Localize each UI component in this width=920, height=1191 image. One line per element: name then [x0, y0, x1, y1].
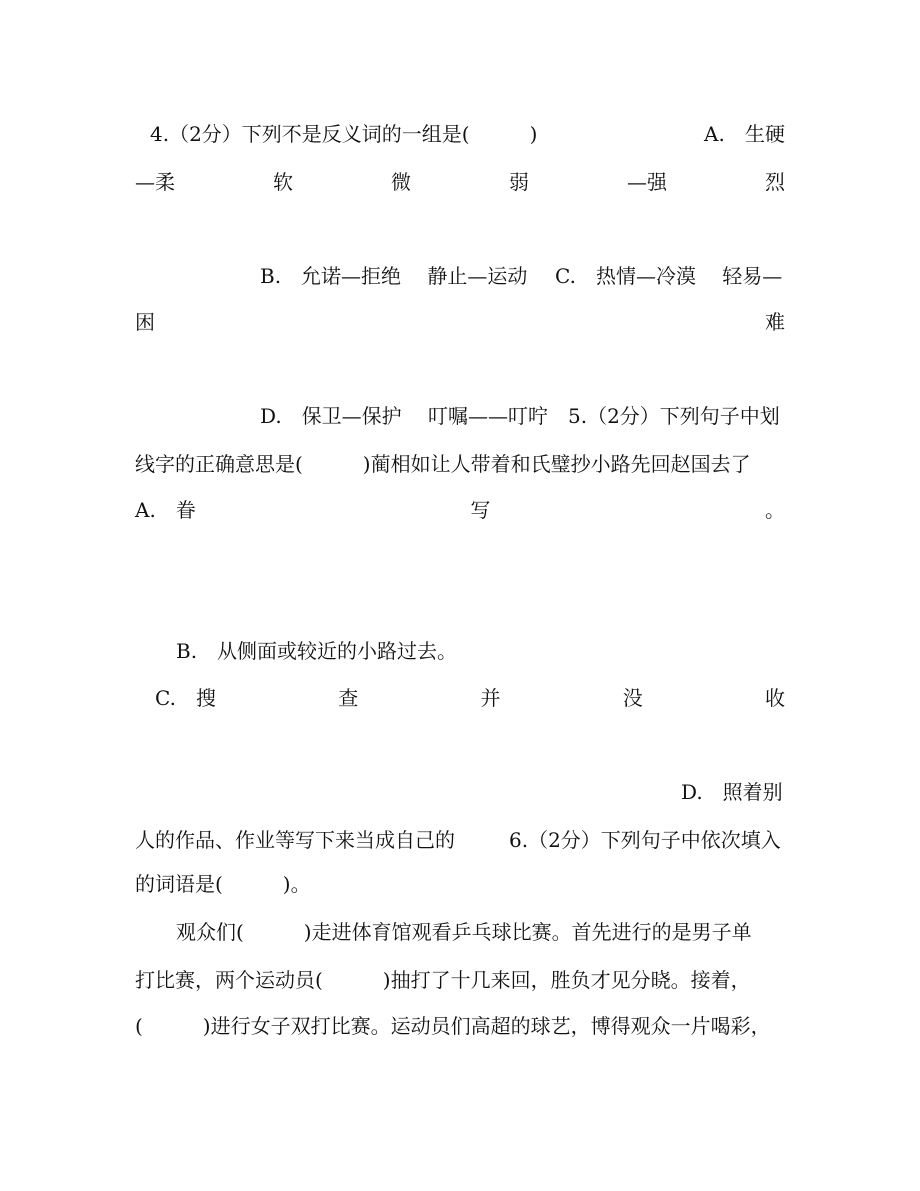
q5-option-d-continuation: 人的作品、作业等写下来当成自己的: [135, 828, 455, 852]
q5-option-b: B. 从侧面或较近的小路过去。: [176, 639, 458, 663]
q6-stem-continuation: 的词语是( )。: [135, 872, 311, 896]
q4-option-b: B. 允诺—拒绝 静止—运动: [260, 264, 528, 288]
q5-stem-continuation: 线字的正确意思是( )蔺相如让人带着和氏璧抄小路先回赵国去了: [135, 452, 751, 476]
q6-passage-line-1: 观众们( )走进体育馆观看乒乓球比赛。首先进行的是男子单: [176, 920, 752, 944]
q4-stem: 4.（2分）下列不是反义词的一组是( ): [150, 122, 538, 146]
q4-option-c: C. 热情—冷漠 轻易—: [555, 264, 783, 288]
q4-option-c-continuation: 困 难: [135, 310, 785, 334]
q5-stem-start: 5.（2分）下列句子中划: [568, 404, 780, 428]
q5-option-a: A. 眷 写 。: [135, 498, 785, 522]
q6-stem-start: 6.（2分）下列句子中依次填入: [509, 828, 781, 852]
q4-option-d: D. 保卫—保护 叮嘱——叮咛: [260, 404, 549, 428]
q4-option-a-continuation: —柔 软 微 弱 —强 烈: [135, 170, 785, 194]
q4-option-a-label: A.: [704, 122, 725, 146]
q5-option-c: C. 搜 查 并 没 收: [155, 686, 785, 710]
q6-passage-line-3: ( )进行女子双打比赛。运动员们高超的球艺，博得观众一片喝彩，: [135, 1014, 771, 1038]
q5-option-d: D. 照着别: [681, 780, 783, 804]
q4-option-a-text: 生硬: [745, 122, 785, 146]
q6-passage-line-2: 打比赛，两个运动员( )抽打了十几来回，胜负才见分晓。接着，: [135, 968, 751, 992]
